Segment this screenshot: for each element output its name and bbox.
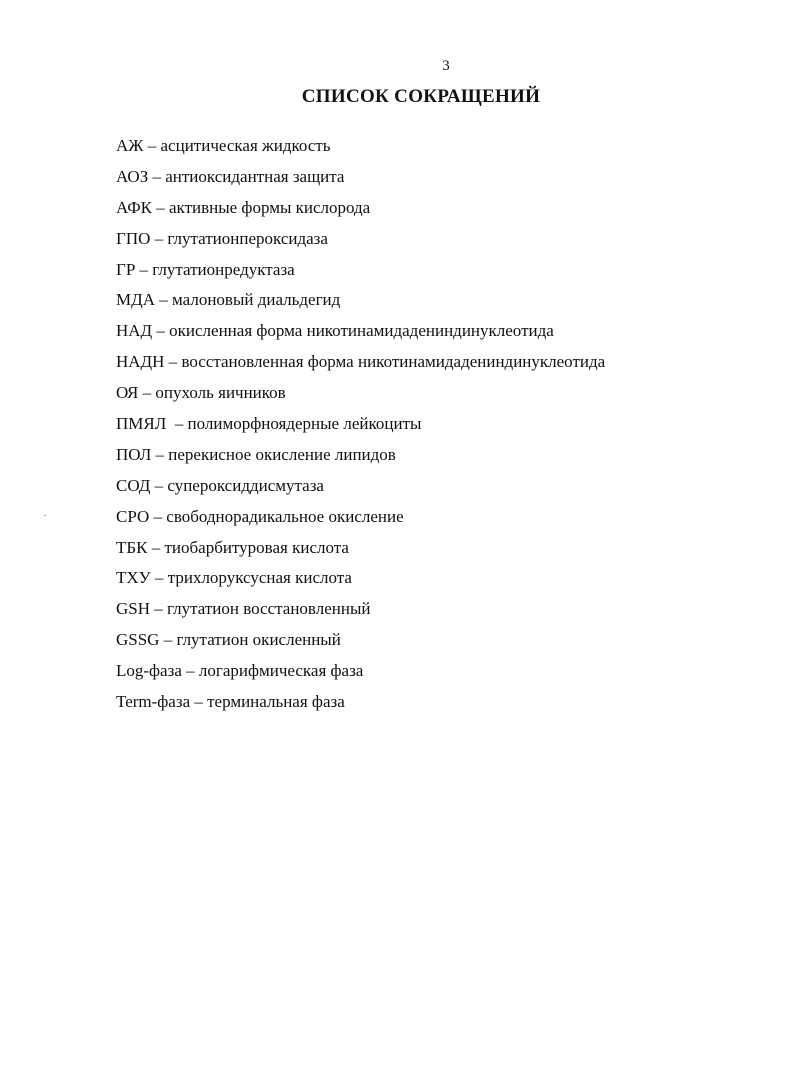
abbreviation-term: АЖ xyxy=(116,136,144,155)
abbreviation-item xyxy=(116,409,605,440)
abbreviation-description: свободнорадикальное окисление xyxy=(166,506,404,526)
abbreviation-term: ОЯ xyxy=(116,383,139,403)
abbreviation-description: трихлоруксусная кислота xyxy=(167,568,352,588)
abbreviation-item xyxy=(116,594,605,625)
abbreviation-term: ГПО xyxy=(116,228,151,248)
abbreviation-term: ПМЯЛ xyxy=(116,414,167,434)
abbreviation-separator: – xyxy=(151,444,169,464)
abbreviation-item xyxy=(116,471,605,502)
abbreviation-separator: – xyxy=(190,692,208,712)
abbreviation-description: окисленная форма никотинамидадениндинуклеотида xyxy=(169,321,554,341)
abbreviation-list xyxy=(116,131,605,718)
abbreviation-term: МДА xyxy=(116,290,155,310)
page-title: СПИСОК СОКРАЩЕНИЙ xyxy=(301,86,541,107)
abbreviation-item xyxy=(116,316,605,347)
abbreviation-description: малоновый диальдегид xyxy=(172,290,341,310)
abbreviation-item xyxy=(116,656,605,687)
abbreviation-separator: – xyxy=(135,259,153,279)
abbreviation-description: тиобарбитуровая кислота xyxy=(164,537,349,557)
abbreviation-term: НАДН xyxy=(116,352,165,372)
abbreviation-description: супероксиддисмутаза xyxy=(167,475,324,495)
abbreviation-term: Term-фаза xyxy=(116,692,191,712)
abbreviation-description: опухоль яичников xyxy=(155,383,286,403)
abbreviation-item xyxy=(116,625,605,656)
abbreviation-description: перекисное окисление липидов xyxy=(168,444,396,464)
scan-speck xyxy=(44,515,46,516)
abbreviation-description: активные формы кислорода xyxy=(168,197,371,217)
abbreviation-description: антиоксидантная защита xyxy=(165,166,345,186)
abbreviation-term: АФК xyxy=(116,197,152,217)
abbreviation-term: НАД xyxy=(116,321,153,341)
abbreviation-term: GSSG xyxy=(116,630,160,650)
page-number: 3 xyxy=(442,58,450,74)
abbreviation-item xyxy=(116,378,605,409)
abbreviation-separator: – xyxy=(143,136,161,155)
abbreviation-item xyxy=(116,347,605,378)
abbreviation-term: СОД xyxy=(116,475,151,495)
abbreviation-item xyxy=(116,162,605,193)
abbreviation-separator: – xyxy=(138,383,156,403)
abbreviation-separator: – xyxy=(150,228,168,248)
abbreviation-item xyxy=(116,440,605,471)
abbreviation-term: ТХУ xyxy=(116,568,151,588)
abbreviation-separator: – xyxy=(148,166,166,186)
abbreviation-term: GSH xyxy=(116,599,151,619)
abbreviation-term: ТБК xyxy=(116,537,148,557)
abbreviation-description: глутатионпероксидаза xyxy=(167,228,328,248)
abbreviation-item xyxy=(116,533,605,564)
abbreviation-description: полиморфноядерные лейкоциты xyxy=(187,414,422,434)
abbreviation-item xyxy=(116,193,605,224)
abbreviation-description: логарифмическая фаза xyxy=(198,661,364,681)
abbreviation-description: асцитическая жидкость xyxy=(160,136,331,155)
abbreviation-separator: – xyxy=(150,599,168,619)
abbreviation-separator: – xyxy=(166,414,188,434)
abbreviation-term: АОЗ xyxy=(116,166,149,186)
abbreviation-term: ГР xyxy=(116,259,136,279)
abbreviation-description: глутатионредуктаза xyxy=(152,259,295,279)
abbreviation-separator: – xyxy=(151,197,169,217)
abbreviation-item xyxy=(116,285,605,316)
abbreviation-term: ПОЛ xyxy=(116,444,152,464)
abbreviation-separator: – xyxy=(149,506,167,526)
abbreviation-description: глутатион окисленный xyxy=(176,630,341,650)
abbreviation-item xyxy=(116,131,605,162)
abbreviation-separator: – xyxy=(164,352,182,372)
abbreviation-separator: – xyxy=(152,321,170,341)
abbreviation-term: СРО xyxy=(116,506,150,526)
abbreviation-term: Log-фаза xyxy=(116,661,182,681)
abbreviation-separator: – xyxy=(181,661,199,681)
abbreviation-separator: – xyxy=(159,630,177,650)
abbreviation-separator: – xyxy=(147,537,165,557)
abbreviation-item xyxy=(116,224,605,255)
abbreviation-description: глутатион восстановленный xyxy=(167,599,371,619)
abbreviation-separator: – xyxy=(155,290,172,310)
abbreviation-item xyxy=(116,255,605,286)
abbreviation-description: терминальная фаза xyxy=(207,692,345,712)
abbreviation-item xyxy=(116,563,605,594)
abbreviation-separator: – xyxy=(150,568,168,588)
abbreviation-item xyxy=(116,687,605,718)
abbreviation-separator: – xyxy=(150,475,168,495)
abbreviation-description: восстановленная форма никотинамидадениндинуклеотида xyxy=(181,352,606,372)
abbreviation-item xyxy=(116,502,605,533)
